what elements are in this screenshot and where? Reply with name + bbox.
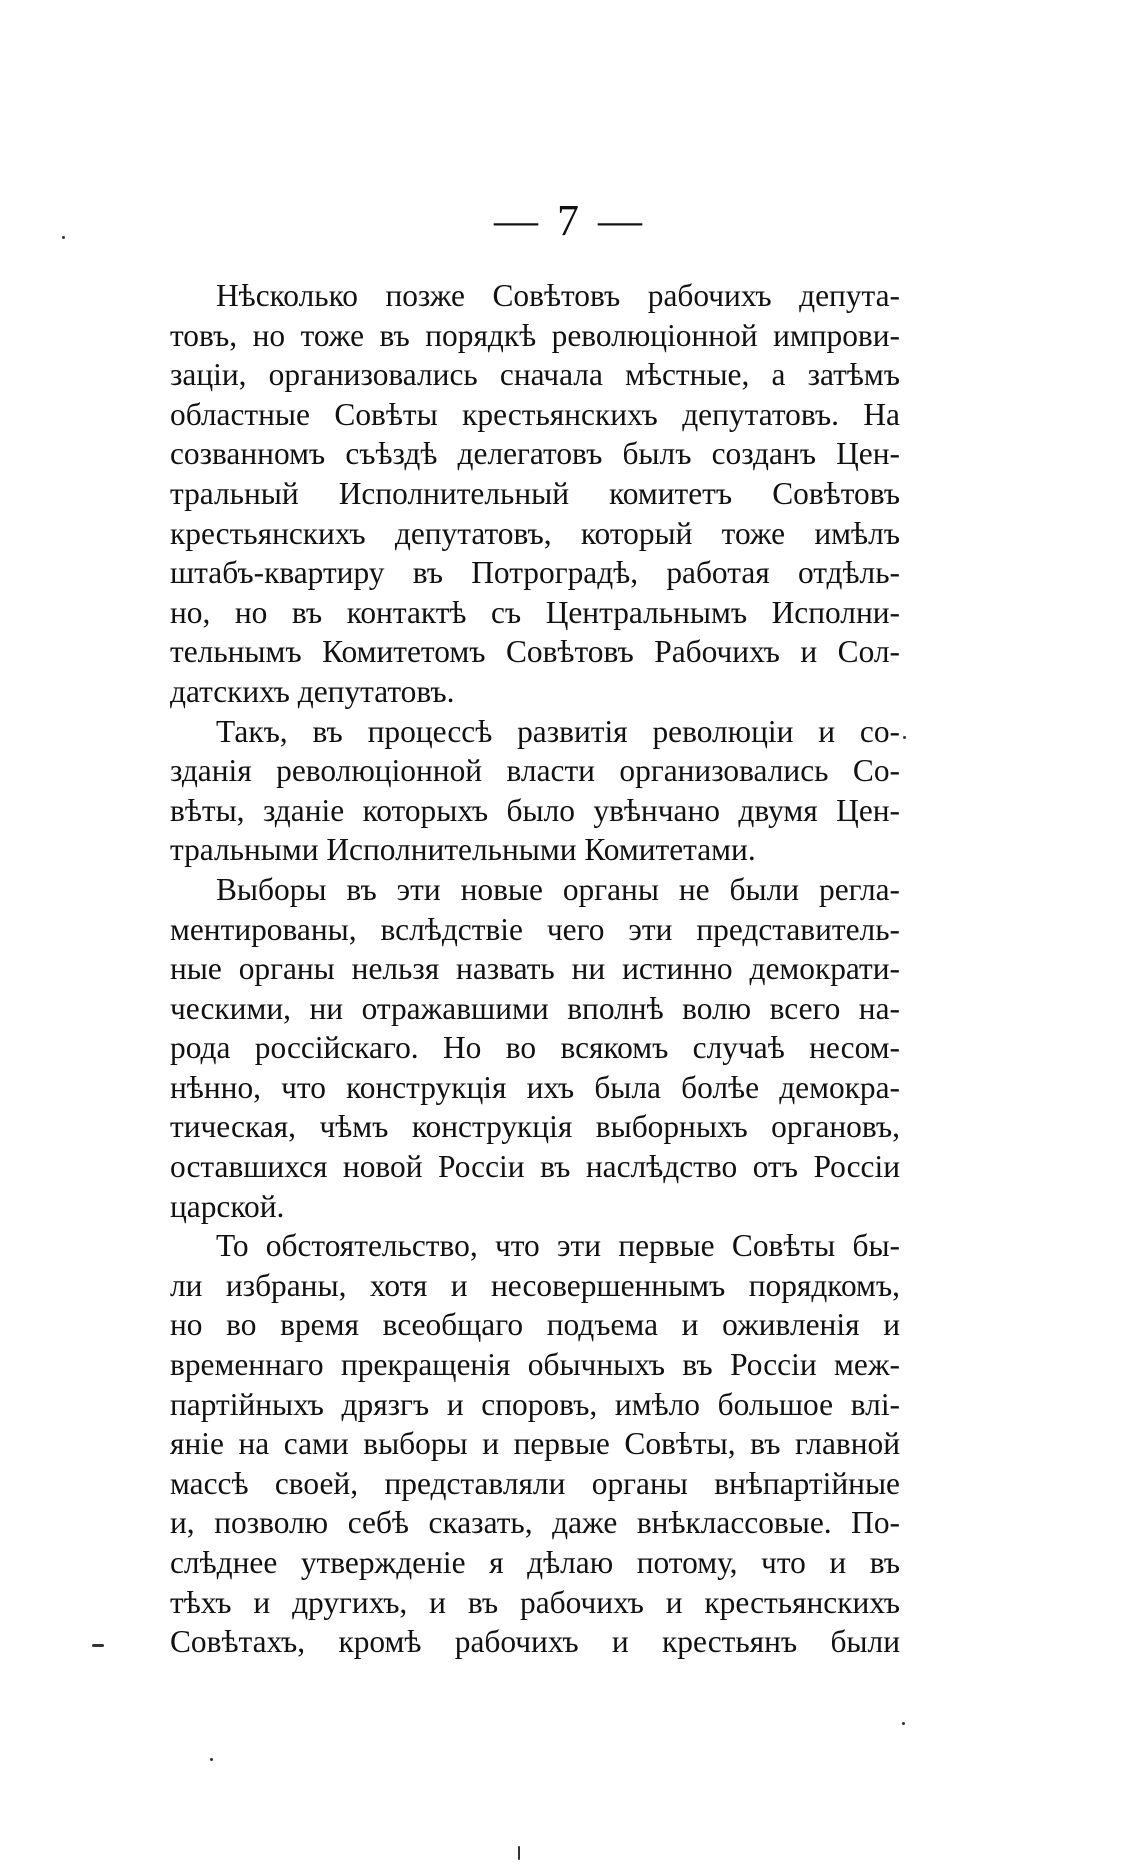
text-line: тельнымъ Комитетомъ Совѣтовъ Рабочихъ и Сол- <box>170 634 900 670</box>
page-number: — 7 — <box>494 196 646 245</box>
scan-speck <box>903 736 906 739</box>
scan-speck <box>902 1722 905 1725</box>
text-line: ментированы, вслѣдствіе чего эти представитель- <box>170 911 900 947</box>
text-line: но во время всеобщаго подъема и оживленія и <box>170 1307 900 1343</box>
paragraph <box>170 712 900 870</box>
paragraph <box>170 276 900 712</box>
paragraph <box>170 1226 900 1662</box>
text-line: областные Совѣты крестьянскихъ депутатовъ. На <box>170 396 900 432</box>
scan-speck <box>518 1846 520 1860</box>
scan-speck <box>62 236 65 239</box>
text-line: зданія революціонной власти организовались Со- <box>170 753 900 789</box>
text-line: оставшихся новой Россіи въ наслѣдство отъ Россіи <box>170 1149 900 1185</box>
paragraph <box>170 870 900 1226</box>
text-line: яніе на сами выборы и первые Совѣты, въ главной <box>170 1426 900 1462</box>
text-line: и, позволю себѣ сказать, даже внѣклассовые. По- <box>170 1505 900 1541</box>
text-line: заціи, организовались сначала мѣстные, а затѣмъ <box>170 357 900 393</box>
text-line: тическая, чѣмъ конструкція выборныхъ органовъ, <box>170 1109 900 1145</box>
text-line: Совѣтахъ, кромѣ рабочихъ и крестьянъ были <box>170 1624 900 1660</box>
text-line: партійныхъ дрязгъ и споровъ, имѣло большое влі- <box>170 1386 900 1422</box>
text-line: товъ, но тоже въ порядкѣ революціонной импрови- <box>170 317 900 353</box>
text-line: Нѣсколько позже Совѣтовъ рабочихъ депута- <box>216 278 900 313</box>
scan-speck <box>92 1644 104 1647</box>
text-line: тѣхъ и другихъ, и въ рабочихъ и крестьянскихъ <box>170 1584 900 1620</box>
scan-speck <box>210 1758 213 1761</box>
text-line: но, но въ контактѣ съ Центральнымъ Исполни- <box>170 594 900 630</box>
text-line: массѣ своей, представляли органы внѣпартійные <box>170 1465 900 1501</box>
text-line: тральный Исполнительный комитетъ Совѣтовъ <box>170 475 900 511</box>
body-text <box>170 276 900 1662</box>
text-line: созванномъ съѣздѣ делегатовъ былъ созданъ Цен- <box>170 436 900 472</box>
text-line: ческими, ни отражавшими вполнѣ волю всего на- <box>170 990 900 1026</box>
text-line: нѣнно, что конструкція ихъ была болѣе демокра- <box>170 1069 900 1105</box>
text-line: ные органы нельзя назвать ни истинно демократи- <box>170 951 900 987</box>
text-line: ли избраны, хотя и несовершеннымъ порядкомъ, <box>170 1267 900 1303</box>
text-line: временнаго прекращенія обычныхъ въ Россіи меж- <box>170 1347 900 1383</box>
text-line: крестьянскихъ депутатовъ, который тоже имѣлъ <box>170 515 900 551</box>
text-line: Выборы въ эти новые органы не были регла- <box>216 871 900 907</box>
text-line: штабъ-квартиру въ Потроградѣ, работая отдѣль- <box>170 555 900 591</box>
text-line: вѣты, зданіе которыхъ было увѣнчано двумя Цен- <box>170 792 900 828</box>
text-line: рода россійскаго. Но во всякомъ случаѣ несом- <box>170 1030 900 1066</box>
text-line: слѣднее утвержденіе я дѣлаю потому, что и въ <box>170 1545 900 1580</box>
text-line: царской. <box>170 1188 285 1224</box>
text-line: То обстоятельство, что эти первые Совѣты бы- <box>216 1228 900 1264</box>
text-line: тральными Исполнительными Комитетами. <box>170 832 756 868</box>
text-line: Такъ, въ процессѣ развитія революціи и со- <box>216 713 900 749</box>
text-line: датскихъ депутатовъ. <box>170 673 455 709</box>
